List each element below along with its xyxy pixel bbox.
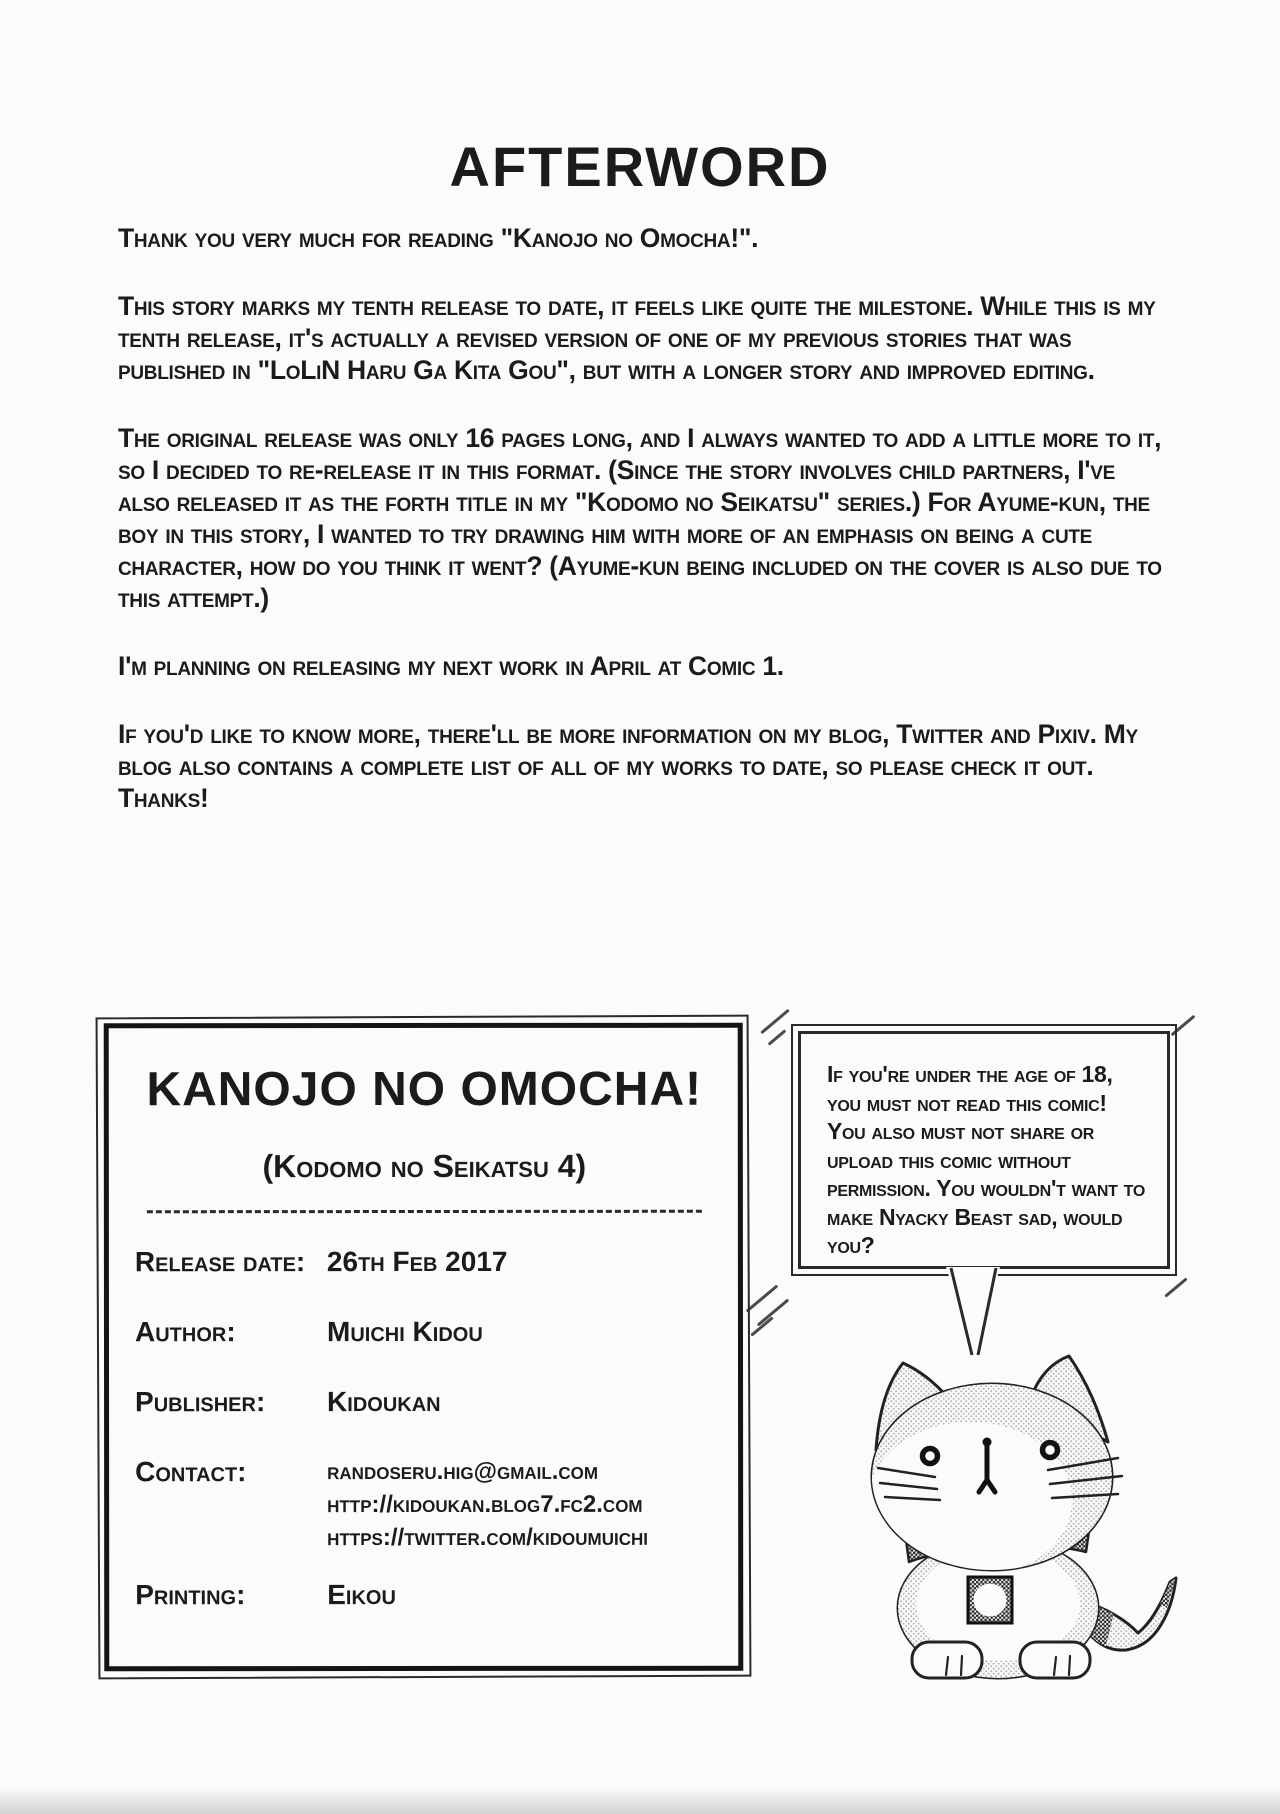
afterword-paragraph: Thank you very much for reading "Kanojo no Omocha!". [118,223,759,253]
afterword-paragraph: If you'd like to know more, there'll be more information on my blog, Twitter and Pixiv. My blog also contains a complete list of all of my works to date, so please check it out. Thanks! [118,719,1138,813]
field-label: Contact: [135,1456,247,1488]
field-label: Author: [134,1316,236,1348]
field-release-date [135,1245,714,1280]
page-title: AFTERWORD [449,134,831,198]
sketch-tick [757,1298,790,1326]
field-value: randoseru.hig@gmail.com http://kidoukan.blog7.fc2.com https://twitter.com/kidoumuichi [327,1457,648,1552]
scan-shadow [0,1788,1280,1814]
release-info-box-inner [104,1023,744,1672]
afterword-text [118,222,1168,850]
field-label: Publisher: [135,1386,266,1418]
sketch-tick [1164,1277,1187,1297]
bubble-tail [938,1266,1008,1361]
release-fields [135,1245,714,1613]
dashed-divider [146,1210,702,1213]
field-value: Kidoukan [327,1385,441,1418]
afterword-paragraph: I'm planning on releasing my next work in April at Comic 1. [118,651,784,681]
afterword-paragraph: The original release was only 16 pages long, and I always wanted to add a little more to it, so I decided to re-release it in this format. (Since the story involves child partners, I've also released it as the forth title in my "Kodomo no Seikatsu" series.) For Ayume-kun, the boy in this story, I wanted to try drawing him with more of an emphasis on being a cute character, how do you think it went? (Ayume-kun being included on the cover is also due to this attempt.) [118,423,1162,613]
age-warning-text: If you're under the age of 18, you must not read this comic! You also must not share or upload this comic without permission. You wouldn't want to make Nyacky Beast sad, would you? [827,1061,1145,1258]
field-printing [135,1578,714,1613]
field-value: Muichi Kidou [326,1315,483,1348]
field-author [135,1315,714,1350]
work-subtitle: (Kodomo no Seikatsu 4) [262,1147,587,1185]
field-label: Release date: [134,1246,306,1278]
release-info-box [96,1015,752,1680]
sketch-tick [768,1029,787,1045]
age-warning-bubble [798,1031,1170,1269]
field-value: Eikou [327,1579,396,1611]
work-title: KANOJO NO OMOCHA! [146,1062,703,1117]
afterword-paragraph: This story marks my tenth release to date, it feels like quite the milestone. While this is my tenth release, it's actually a revised version of one of my previous stories that was published in "LoLiN Haru Ga Kita Gou", but with a longer story and improved editing. [118,291,1156,385]
field-publisher [135,1385,714,1420]
sketch-tick [1171,1015,1196,1037]
sketch-tick [746,1284,779,1312]
cat-mascot-icon [850,1350,1190,1690]
field-label: Printing: [135,1579,246,1611]
field-value: 26th Feb 2017 [326,1245,508,1278]
field-contact [135,1455,714,1555]
